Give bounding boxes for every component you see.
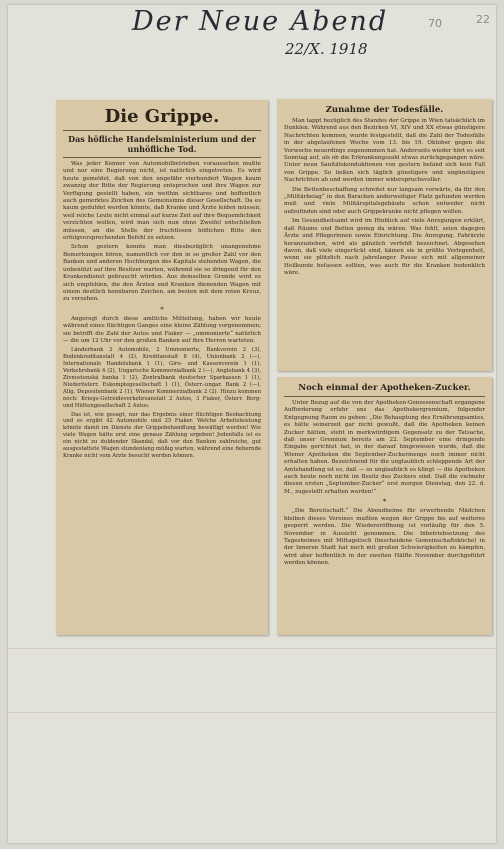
handwritten-newspaper-name: Der Neue Abend <box>132 6 389 37</box>
article-paragraph: Was jeder Kenner von Automobilbetrieben voraussehen mußte und nur eine Regierung nicht, ist natürlich eingetreten. Es wird heute gemeldet, daß von den ungefähr vierhundert Wagen kaum zwanzig der Bitte der Regierung entsprochen und ihre Wagen zur Verfügung gestellt haben, ein weithin sichtbares und hoffentlich auch gemerktes Zeichen des Gemeinsinns dieser Gesellschaft. Da es kaum geduldet werden könnte, daß Kranke und Ärzte leiden müssen, weil reiche Leute nicht einmal auf kurze Zeit auf ihre Bequemlichkeit verzichten wollen, wird man sich nun ohne Zweifel entschließen müssen, an die Stelle der fruchtlosen höflichen Bitte den erfolgversprechenden Befehl zu setzen. <box>63 161 261 242</box>
article-paragraph: Unter Bezug auf die von der Apotheken-Genossenschaft ergangene Aufforderung erfuhr uns das Apothekergremium, folgender Entgegnung Raum zu geben: „Die Behauptung des Ernährungsamtes, es hätte seinerzeit gar nicht gewußt, daß die Apotheken keinen Zucker hätten, steht in merkwürdigem Gegensatz zu der Tatsache, daß unser Gremium bereits am 22. September eine dringende Eingabe gerichtet hat, in der darauf hingewiesen wurde, daß die Wiener Apotheken die September-Zuckermenge noch immer nicht erhalten haben. Bezeichnend für die unglaublich schleppende Art der Amtshandlung ist es, daß — so unglaublich es klingt — die Apotheken auch heute noch nicht im Besitz des Zuckers sind. Daß die vielmehr diesen ersten „September-Zucker“ erst morgen Dienstag, den 22. d. M., zugestellt erhalten werden!“ <box>284 400 485 495</box>
article-paragraph: Länderbank 3 Automobile, 2 Ummonierte, Bankverein 2 (3), Bodenkreditanstalt 4 (2), Kreditanstalt 8 (4), Unionbank 2 (—), Internationale Handelsbank 1 (1), Giro- und Kassenverein 1 (1), Verkehrsbank 4 (2), Ungarische Kommerzialbank 2 (—), Anglobank 4 (3), Zivnostenská banka 1 (2), Zentralbank deutscher Sparkassen 1 (1), Niederösterr. Eskomptegesellschaft 1 (1), Österr.-ungar. Bank 2 (—), Allg. Depositenbank 2 (1), Wiener Kommerzialbank 2 (2). Hinzu kommen noch: Kriegs-Getreideverkehrsanstalt 2 Autos, 3 Fiaker, Österr. Berg- und Hüttengesellschaft 2 Autos. <box>63 347 261 409</box>
clipping-grippe <box>56 100 268 635</box>
divider <box>63 157 261 158</box>
article-paragraph: „Die Bereitschaft.“ Die Abendheime für erwerbende Mädchen bleiben dieses Vereines mußten wegen der Grippe bis auf weiteres gesperrt werden. Die Wiedereröffnung ist vorläufig für den 5. November in Aussicht genommen. Die Inbetriebsetzung des Tagesheimes mit Mittagstisch (bescheidene Gemeinschaftsküche) in der Inneren Stadt hat noch mit großen Schwierigkeiten zu kämpfen, wird aber hoffentlich in der zweiten Hälfte November durchgeführt werden können. <box>284 508 485 567</box>
divider <box>63 130 261 131</box>
article-title: Die Grippe. <box>104 106 220 127</box>
handwritten-date: 22/X. 1918 <box>285 40 368 58</box>
article-paragraph: Das ist, wie gesagt, nur das Ergebnis einer flüchtigen Beobachtung und es ergibt 42 Automobile und 25 Fiaker. Welche Arbeitsleistung könnte damit im Dienste der Grippebehandlung bewältigt werden! Wie viele Wagen hätte erst eine genaue Zählung ergeben! Jedenfalls ist es ein nicht zu duldender Skandal, daß vor den Banken zahlreiche, gut ausgestattete Wagen stundenlang müßig warten, während eine fiebernde Kranke nicht vom Arzte besucht werden können. <box>63 411 261 459</box>
article-title: Noch einmal der Apotheken-Zucker. <box>298 383 471 393</box>
section-star: * <box>160 305 164 314</box>
section-star: * <box>382 498 387 507</box>
clipping-apotheken-zucker <box>277 377 492 635</box>
fold-line <box>8 712 496 713</box>
article-paragraph: Angeregt durch diese amtliche Mitteilung, haben wir heute während eines flüchtigen Ganges eine kleine Zählung vorgenommen; sie betrifft die Zahl der Autos und Fiaker — „ummonierte“ natürlich — die um 12 Uhr vor den großen Banken auf ihre Herren warteten. <box>63 315 261 344</box>
article-paragraph: Die Bettenbeschaffung schreitet nur langsam vorwärts, da für den „Militärbelag“ in den Baracken anderweitiger Platz gefunden werden muß und viele Militärspitalsgebäude schon entweder nicht aufzufinden sind oder auch Grippekranke nicht pflegen wollen. <box>284 186 485 215</box>
article-title: Zunahme der Todesfälle. <box>325 105 444 115</box>
article-paragraph: Im Gesundheitsamt wird im Hinblick auf viele Anregungen erklärt, daß Räume und Betten genug da wären. Was fehlt, seien dagegen Ärzte und Pflegerinnen sowie Einrichtung. Die Anregung, Fahrärzte heranzuziehen, wird als gänzlich verfehlt bezeichnet. Abgesehen davon, daß viele eingerückt sind, kämen sie in größte Verlegenheit, wenn sie plötzlich nach jahrelanger Pause sich mit allgemeiner Heilkunde befassen sollten, was auch für die Kranken bedenklich wäre. <box>284 218 485 277</box>
article-paragraph: Man tappt bezüglich des Standes der Grippe in Wien tatsächlich im Dunklen. Während aus den Bezirken VI, XIV und XX etwas günstigere Nachrichten kommen, wurde festgestellt, daß die Zahl der Todesfälle in der abgelaufenen Woche vom 13. bis 19. Oktober gegen die Vorwoche neuerdings zugenommen hat. Anderseits wieder hört es seit Sonntag auf, als ob die Erkrankungszahl etwas zurückgegangen wäre. Unter neun Sanitätskonduktionen von gestern befand sich kein Fall von Grippe. So ließen sich täglich günstigere und ungünstigere Nachrichten ab und werden immer widerspruchsvoller. <box>284 118 485 184</box>
article-subtitle: Das höfliche Handelsministerium und der unhöfliche Tod. <box>68 134 256 154</box>
article-paragraph: Schon gestern konnte man diesbezüglich unangenehme Bemerkungen hören, namentlich vor den in so großer Zahl vor den Banken und anderen Hochburgen des Kapitals stehenden Wagen, die unbenützt auf ihre Besitzer warten, während sie so dringend für den Krankendienst gebraucht würden. Aus demselben Grunde wird es sich empfehlen, die den Ärzten und Kranken dienenden Wagen mit einem deutlich kennbaren Zeichen, am besten mit dem roten Kreuz, zu versehen. <box>63 244 261 303</box>
divider <box>284 396 485 397</box>
pencil-mark: 22 <box>476 13 490 26</box>
pencil-mark: 70 <box>428 17 442 30</box>
clipping-zunahme <box>277 99 492 371</box>
fold-line <box>8 648 496 649</box>
